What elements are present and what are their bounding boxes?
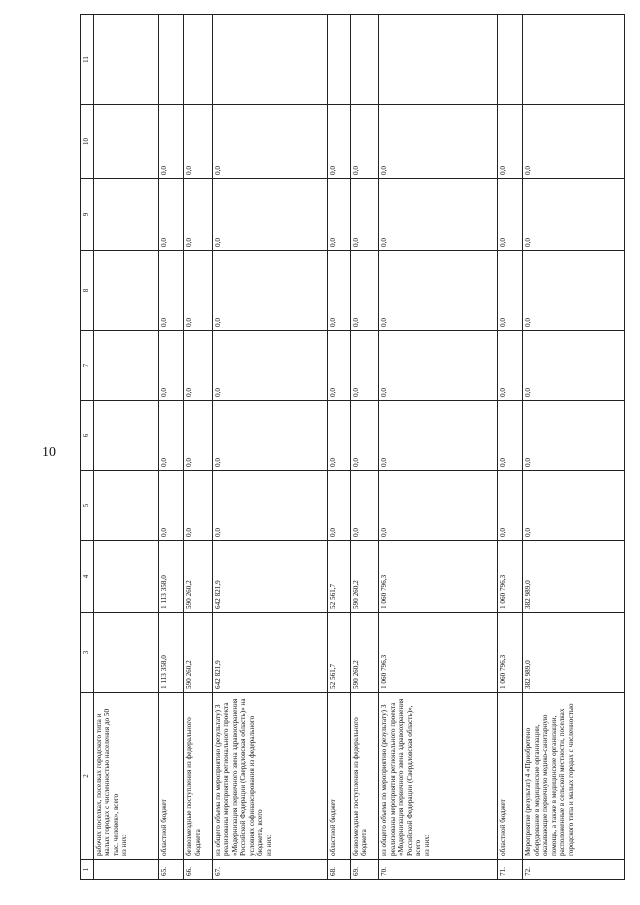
cell-col-8: 0,0	[351, 251, 379, 331]
cell-col-3: 590 260,2	[184, 613, 212, 693]
cell-col-5: 0,0	[184, 471, 212, 541]
table-row	[379, 15, 498, 880]
cell-col-9: 0,0	[158, 179, 183, 251]
cell-col-11	[328, 15, 351, 105]
cell-col-11	[497, 15, 522, 105]
cell-col-10: 0,0	[212, 105, 328, 179]
cell-col-4: 590 260,2	[184, 541, 212, 613]
cell-col-5: 0,0	[523, 471, 625, 541]
cell-col-9: 0,0	[379, 179, 498, 251]
budget-table	[80, 14, 625, 880]
row-number: 65.	[158, 860, 183, 880]
cell-col-3: 1 113 358,0	[158, 613, 183, 693]
column-header-7: 7	[81, 331, 94, 401]
cell-col-8: 0,0	[497, 251, 522, 331]
cell-col-9: 0,0	[184, 179, 212, 251]
cell-col-5: 0,0	[212, 471, 328, 541]
cell-col-9: 0,0	[351, 179, 379, 251]
cell-col-5: 0,0	[497, 471, 522, 541]
cell-col-4	[94, 541, 159, 613]
page-number: 10	[42, 445, 56, 460]
cell-col-3: 382 989,0	[523, 613, 625, 693]
cell-col-8: 0,0	[184, 251, 212, 331]
column-header-2: 2	[81, 693, 94, 860]
row-name: областной бюджет	[158, 693, 183, 860]
cell-col-11	[184, 15, 212, 105]
row-name: безвозмездные поступления из федерального бюджета	[351, 693, 379, 860]
row-number: 67.	[212, 860, 328, 880]
cell-col-7: 0,0	[328, 331, 351, 401]
cell-col-3: 52 561,7	[328, 613, 351, 693]
column-header-1: 1	[81, 860, 94, 880]
table-row	[523, 15, 625, 880]
column-header-9: 9	[81, 179, 94, 251]
cell-col-4: 382 989,0	[523, 541, 625, 613]
cell-col-10: 0,0	[523, 105, 625, 179]
cell-col-11	[351, 15, 379, 105]
cell-col-9: 0,0	[497, 179, 522, 251]
row-number: 68.	[328, 860, 351, 880]
cell-col-11	[523, 15, 625, 105]
row-number: 70.	[379, 860, 498, 880]
cell-col-3: 1 060 796,3	[379, 613, 498, 693]
cell-col-4: 1 060 796,3	[379, 541, 498, 613]
cell-col-7: 0,0	[379, 331, 498, 401]
cell-col-7: 0,0	[523, 331, 625, 401]
row-number: 69.	[351, 860, 379, 880]
cell-col-3: 642 821,9	[212, 613, 328, 693]
cell-col-11	[379, 15, 498, 105]
cell-col-6: 0,0	[328, 401, 351, 471]
cell-col-7: 0,0	[497, 331, 522, 401]
cell-col-9: 0,0	[212, 179, 328, 251]
row-name: из общего объема по мероприятию (результату) 3 реализованы мероприятия регионального проекта «Модернизация первичного звена здравоохранения Российской Федерации (Свердловская область)», всего из них:	[379, 693, 498, 860]
table-row	[351, 15, 379, 880]
cell-col-6	[94, 401, 159, 471]
cell-col-6: 0,0	[379, 401, 498, 471]
table-row	[184, 15, 212, 880]
cell-col-4: 1 060 796,3	[497, 541, 522, 613]
cell-col-6: 0,0	[158, 401, 183, 471]
cell-col-11	[212, 15, 328, 105]
cell-col-6: 0,0	[212, 401, 328, 471]
cell-col-8	[94, 251, 159, 331]
row-number: 66.	[184, 860, 212, 880]
cell-col-8: 0,0	[379, 251, 498, 331]
cell-col-4: 642 821,9	[212, 541, 328, 613]
cell-col-10: 0,0	[351, 105, 379, 179]
column-header-6: 6	[81, 401, 94, 471]
cell-col-3: 1 060 796,3	[497, 613, 522, 693]
table-row	[212, 15, 328, 880]
cell-col-7: 0,0	[351, 331, 379, 401]
cell-col-10: 0,0	[379, 105, 498, 179]
cell-col-7	[94, 331, 159, 401]
cell-col-7: 0,0	[212, 331, 328, 401]
row-number: 72.	[523, 860, 625, 880]
cell-col-4: 1 113 358,0	[158, 541, 183, 613]
cell-col-3: 590 260,2	[351, 613, 379, 693]
cell-col-10	[94, 105, 159, 179]
cell-col-5: 0,0	[158, 471, 183, 541]
cell-col-7: 0,0	[158, 331, 183, 401]
row-number	[94, 860, 159, 880]
cell-col-6: 0,0	[523, 401, 625, 471]
budget-table-rotated	[80, 15, 625, 880]
row-number: 71.	[497, 860, 522, 880]
table-row	[497, 15, 522, 880]
column-header-8: 8	[81, 251, 94, 331]
table-row	[94, 15, 159, 880]
table-row	[158, 15, 183, 880]
column-header-5: 5	[81, 471, 94, 541]
cell-col-11	[158, 15, 183, 105]
cell-col-4: 52 561,7	[328, 541, 351, 613]
row-name: областной бюджет	[328, 693, 351, 860]
row-name: Мероприятие (результат) 4 «Приобретено оборудование в медицинские организации, оказывающие первичную медико-санитарную помощь, а также в медицинские организации, расположенные в сельской местности, поселках городского типа и малых городах с численностью	[523, 693, 625, 860]
table-row	[328, 15, 351, 880]
row-name: безвозмездные поступления из федерального бюджета	[184, 693, 212, 860]
cell-col-5: 0,0	[328, 471, 351, 541]
cell-col-9: 0,0	[523, 179, 625, 251]
cell-col-8: 0,0	[212, 251, 328, 331]
cell-col-9	[94, 179, 159, 251]
cell-col-6: 0,0	[184, 401, 212, 471]
cell-col-10: 0,0	[328, 105, 351, 179]
cell-col-5	[94, 471, 159, 541]
column-header-11: 11	[81, 15, 94, 105]
row-name: из общего объема по мероприятию (результату) 3 реализованы мероприятия регионального проекта «Модернизация первичного звена здравоохранения Российской Федерации (Свердловская область)» на условиях софинансирования из федерального бюджета, всего из них:	[212, 693, 328, 860]
cell-col-6: 0,0	[497, 401, 522, 471]
cell-col-11	[94, 15, 159, 105]
cell-col-8: 0,0	[328, 251, 351, 331]
header-row	[81, 15, 94, 880]
row-name: областной бюджет	[497, 693, 522, 860]
cell-col-3	[94, 613, 159, 693]
cell-col-4: 590 260,2	[351, 541, 379, 613]
cell-col-5: 0,0	[351, 471, 379, 541]
cell-col-6: 0,0	[351, 401, 379, 471]
cell-col-5: 0,0	[379, 471, 498, 541]
column-header-3: 3	[81, 613, 94, 693]
cell-col-8: 0,0	[523, 251, 625, 331]
column-header-10: 10	[81, 105, 94, 179]
cell-col-9: 0,0	[328, 179, 351, 251]
cell-col-10: 0,0	[497, 105, 522, 179]
row-name: рабочих поселках, поселках городского типа и малых городах с численностью населения до 50 тыс. человек», всего из них:	[94, 693, 159, 860]
cell-col-10: 0,0	[184, 105, 212, 179]
cell-col-8: 0,0	[158, 251, 183, 331]
column-header-4: 4	[81, 541, 94, 613]
table-body	[94, 15, 625, 880]
cell-col-10: 0,0	[158, 105, 183, 179]
cell-col-7: 0,0	[184, 331, 212, 401]
